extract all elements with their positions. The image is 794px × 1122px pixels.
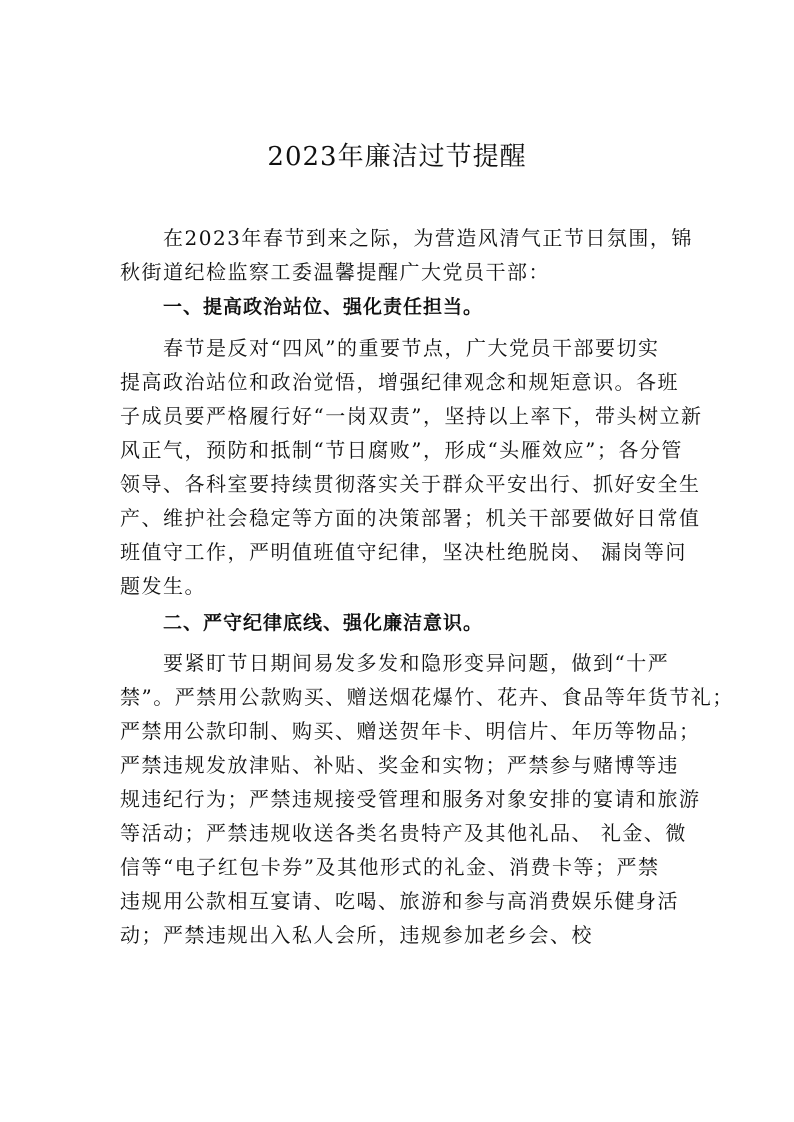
paragraph-line: 等活动；严禁违规收送各类名贵特产及其他礼品、 礼金、微	[120, 821, 687, 845]
paragraph-line: 规违纪行为；严禁违规接受管理和服务对象安排的宴请和旅游	[120, 787, 701, 811]
document-title: 2023年廉洁过节提醒	[267, 142, 527, 172]
paragraph-line: 信等“电子红包卡券”及其他形式的礼金、消费卡等；严禁	[120, 855, 660, 879]
paragraph-line: 班值守工作，严明值班值守纪律，坚决杜绝脱岗、 漏岗等问	[120, 540, 687, 564]
intro-line: 秋街道纪检监察工委温馨提醒广大党员干部：	[120, 260, 550, 284]
paragraph-line: 要紧盯节日期间易发多发和隐形变异问题，做到“十严	[163, 651, 670, 675]
paragraph-line: 动；严禁违规出入私人会所，违规参加老乡会、校	[120, 923, 593, 947]
paragraph-line: 严禁违规发放津贴、补贴、奖金和实物；严禁参与赌博等违	[120, 753, 679, 777]
paragraph-line: 产、维护社会稳定等方面的决策部署；机关干部要做好日常值	[120, 506, 701, 530]
paragraph-line: 题发生。	[120, 574, 206, 598]
paragraph-line: 违规用公款相互宴请、吃喝、旅游和参与高消费娱乐健身活	[120, 889, 679, 913]
intro-line: 在2023年春节到来之际，为营造风清气正节日氛围，锦	[163, 226, 693, 250]
section-heading-1: 一、提高政治站位、强化责任担当。	[163, 296, 484, 318]
paragraph-line: 严禁用公款印制、购买、赠送贺年卡、明信片、年历等物品；	[120, 719, 701, 743]
paragraph-line: 禁”。严禁用公款购买、赠送烟花爆竹、花卉、食品等年货节礼；	[120, 685, 734, 709]
paragraph-line: 风正气，预防和抵制“节日腐败”，形成“头雁效应”；各分管	[120, 438, 683, 462]
paragraph-line: 领导、各科室要持续贯彻落实关于群众平安出行、抓好安全生	[120, 472, 701, 496]
section-heading-2: 二、严守纪律底线、强化廉洁意识。	[163, 612, 484, 634]
paragraph-line: 提高政治站位和政治觉悟，增强纪律观念和规矩意识。各班	[120, 370, 679, 394]
paragraph-line: 春节是反对“四风”的重要节点，广大党员干部要切实	[163, 336, 660, 360]
paragraph-line: 子成员要严格履行好“一岗双责”，坚持以上率下，带头树立新	[120, 404, 703, 428]
